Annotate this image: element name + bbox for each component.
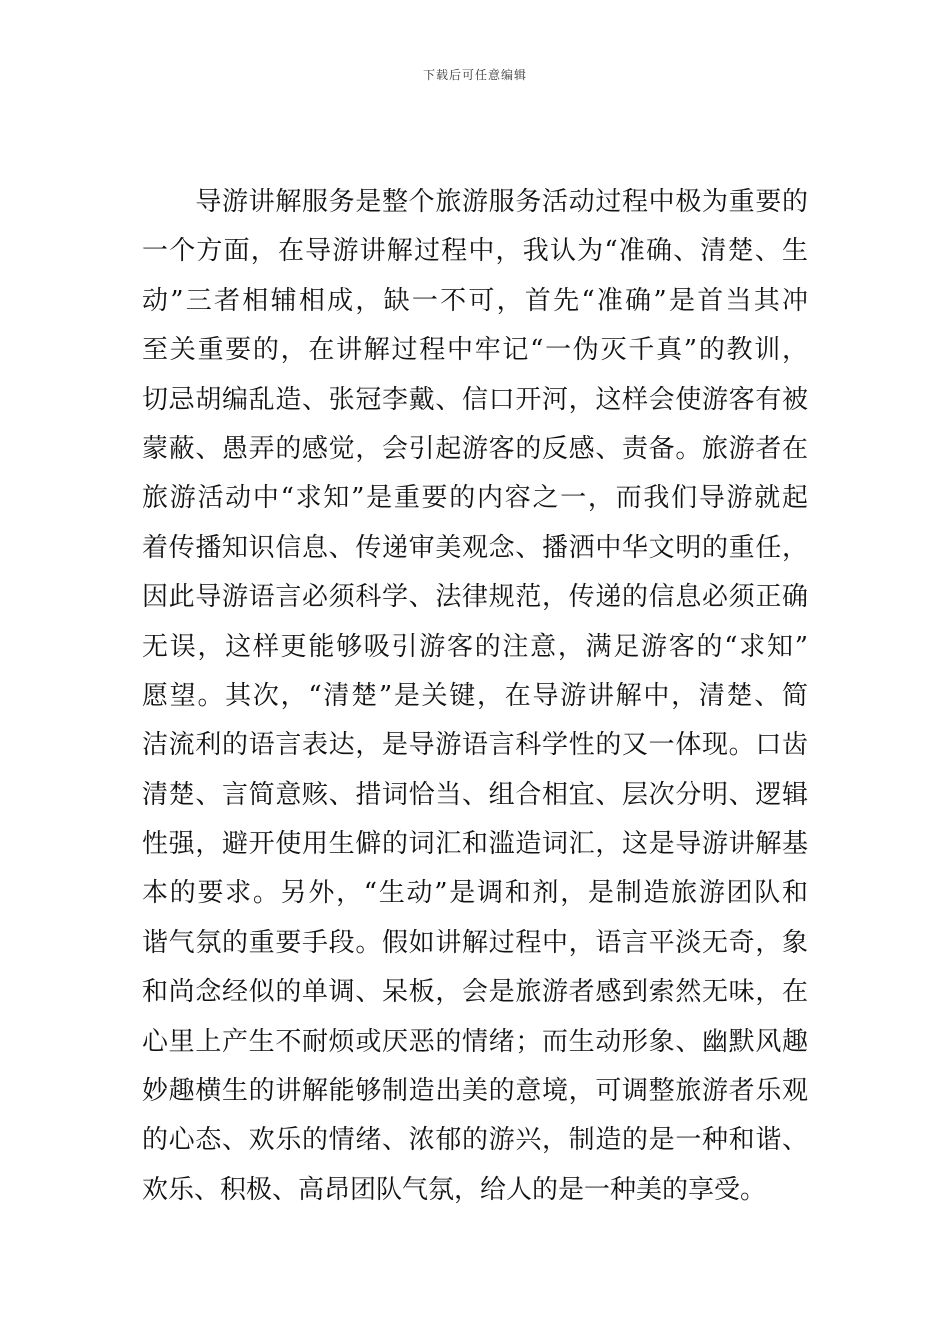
paragraph-line: 一个方面，在导游讲解过程中，我认为“准确、清楚、生 [142, 236, 808, 267]
paragraph-line: 本的要求。另外，“生动”是调和剂，是制造旅游团队和 [142, 878, 808, 909]
paragraph-line: 愿望。其次，“清楚”是关键，在导游讲解中，清楚、简 [142, 680, 808, 711]
body-paragraph [142, 178, 808, 1215]
paragraph-line: 欢乐、积极、高昂团队气氛，给人的是一种美的享受。 [142, 1174, 767, 1205]
paragraph-line: 动”三者相辅相成，缺一不可，首先“准确”是首当其冲 [142, 285, 808, 316]
paragraph-line: 切忌胡编乱造、张冠李戴、信口开河，这样会使游客有被 [142, 384, 808, 415]
paragraph-line: 着传播知识信息、传递审美观念、播洒中华文明的重任， [142, 532, 808, 563]
paragraph-line: 清楚、言简意赅、措词恰当、组合相宜、层次分明、逻辑 [142, 779, 808, 810]
paragraph-line: 和尚念经似的单调、呆板，会是旅游者感到索然无味，在 [142, 977, 808, 1008]
paragraph-line: 洁流利的语言表达，是导游语言科学性的又一体现。口齿 [142, 730, 808, 761]
paragraph-line: 性强，避开使用生僻的词汇和滥造词汇，这是导游讲解基 [142, 829, 808, 860]
paragraph-line: 旅游活动中“求知”是重要的内容之一，而我们导游就起 [142, 483, 808, 514]
paragraph-line: 的心态、欢乐的情绪、浓郁的游兴，制造的是一种和谐、 [142, 1125, 808, 1156]
paragraph-line: 无误，这样更能够吸引游客的注意，满足游客的“求知” [142, 631, 808, 662]
paragraph-line: 至关重要的，在讲解过程中牢记“一伪灭千真”的教训， [142, 335, 808, 366]
paragraph-line: 谐气氛的重要手段。假如讲解过程中，语言平淡无奇，象 [142, 927, 808, 958]
paragraph-line: 因此导游语言必须科学、法律规范，传递的信息必须正确 [142, 582, 808, 613]
paragraph-line: 妙趣横生的讲解能够制造出美的意境，可调整旅游者乐观 [142, 1076, 808, 1107]
paragraph-line: 心里上产生不耐烦或厌恶的情绪；而生动形象、幽默风趣 [142, 1026, 808, 1057]
paragraph-line: 导游讲解服务是整个旅游服务活动过程中极为重要的 [142, 187, 808, 217]
paragraph-line: 蒙蔽、愚弄的感觉，会引起游客的反感、责备。旅游者在 [142, 433, 808, 464]
header-note: 下载后可任意编辑 [422, 68, 527, 82]
